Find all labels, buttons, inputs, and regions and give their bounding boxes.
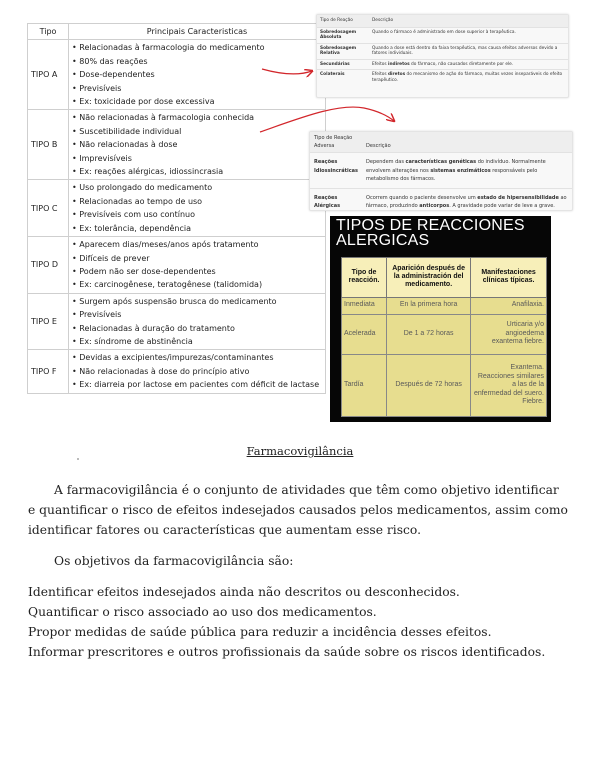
- list-item: • Não relacionadas à farmacologia conhecida: [72, 113, 255, 123]
- clinical-manifestations: [471, 297, 547, 314]
- desc-bold: indiretos: [387, 61, 410, 67]
- column-header: Manifestaciones clínicas típicas.: [471, 258, 547, 298]
- figure-title-line: TIPOS DE REACCIONES: [336, 217, 525, 234]
- column-header-tipo: Tipo: [28, 24, 69, 40]
- list-item: • Aparecem dias/meses/anos após tratamento: [72, 240, 259, 250]
- list-item: Informar prescritores e outros profissionais da saúde sobre os riscos identificados.: [28, 645, 546, 659]
- list-item: • 80% das reações: [72, 56, 148, 66]
- type-label: TIPO E: [28, 293, 69, 350]
- list-item: • Relacionadas ao tempo de uso: [72, 196, 203, 206]
- table-row: [342, 314, 547, 354]
- desc-text: . A gravidade pode variar de leve a grave.: [449, 203, 555, 210]
- list-item: • Surgem após suspensão brusca do medicamento: [72, 296, 277, 306]
- manifestation: Anafilaxia.: [511, 301, 544, 309]
- desc-text: ao fármaco, produzindo: [366, 195, 567, 210]
- reaction-type: Inmediata: [342, 297, 387, 314]
- onset-time: En la primera hora: [387, 297, 471, 314]
- manifestation: Exantema.: [510, 364, 544, 372]
- onset-time: Después de 72 horas: [387, 354, 471, 416]
- desc-text: Efeitos: [372, 61, 388, 67]
- list-item: • Ex: carcinogênese, teratogênese (talidomida): [72, 280, 263, 290]
- list-item: • Ex: tolerância, dependência: [72, 223, 191, 233]
- column-header-description: Descrição: [362, 132, 572, 153]
- list-item: Identificar efeitos indesejados ainda não descritos ou desconhecidos.: [28, 585, 460, 599]
- manifestation: Urticaria y/o angioedema: [505, 321, 544, 337]
- list-item: • Imprevisíveis: [72, 153, 132, 163]
- desc-bold: características genéticas: [405, 159, 477, 166]
- list-item: • Relacionadas à farmacologia do medicamento: [72, 43, 265, 53]
- reaction-type: Secundárias: [317, 59, 369, 70]
- reaction-type: Reações Idiossincráticas: [310, 153, 362, 189]
- reaction-description: Quando a dose está dentro da faixa terapêutica, mas causa efeitos adversos devido a fatores individuais.: [369, 43, 568, 59]
- column-header-reaction-type: Tipo de Reação: [317, 15, 369, 27]
- desc-bold: estado de hipersensibilidade: [477, 195, 559, 202]
- list-item: • Ex: síndrome de abstinência: [72, 336, 193, 346]
- reaction-type: Acelerada: [342, 314, 387, 354]
- type-label: TIPO A: [28, 40, 69, 110]
- desc-text: responsáveis pelo metabolismo dos fármacos.: [366, 167, 538, 182]
- list-item: Quantificar o risco associado ao uso dos medicamentos.: [28, 605, 377, 619]
- desc-text: Efeitos: [372, 72, 388, 77]
- desc-text: Ocorrem quando o paciente desenvolve um: [366, 195, 478, 202]
- list-item: • Uso prolongado do medicamento: [72, 183, 213, 193]
- list-item: • Previsíveis: [72, 310, 122, 320]
- list-item: Propor medidas de saúde pública para reduzir a incidência desses efeitos.: [28, 625, 492, 639]
- clinical-manifestations: [471, 314, 547, 354]
- reaction-type: Sobredosagem Relativa: [317, 43, 369, 59]
- manifestation: exantema fiebre.: [491, 338, 544, 346]
- desc-bold: diretos: [387, 72, 406, 77]
- list-item: • Podem não ser dose-dependentes: [72, 266, 216, 276]
- figure-title-line: ALERGICAS: [336, 232, 430, 249]
- section-heading-text: Farmacovigilância: [246, 444, 354, 458]
- objectives-list: [28, 582, 568, 662]
- objectives-intro: Os objetivos da farmacovigilância são:: [54, 554, 294, 568]
- figure-title: [336, 218, 525, 248]
- list-item: • Não relacionadas à dose: [72, 140, 178, 150]
- list-item: • Ex: toxicidade por dose excessiva: [72, 97, 215, 107]
- clinical-manifestations: [471, 354, 547, 416]
- column-header-characteristics: Principais Caracteristicas: [69, 24, 326, 40]
- reaction-type: Colaterais: [317, 70, 369, 86]
- reaction-type: Sobredosagem Absoluta: [317, 27, 369, 43]
- table-row: [342, 354, 547, 416]
- list-item: • Previsíveis com uso contínuo: [72, 210, 195, 220]
- allergic-reactions-figure: [330, 216, 551, 422]
- desc-text: do indivíduo. Normalmente envolvem alterações nos: [366, 159, 546, 174]
- arrow-type-b: [260, 107, 394, 132]
- list-item: • Suscetibilidade individual: [72, 126, 182, 136]
- stray-dot: [77, 458, 79, 460]
- section-heading: [0, 444, 600, 458]
- list-item: • Devidas a excipientes/impurezas/contaminantes: [72, 353, 274, 363]
- reaction-description: Quando o fármaco é administrado em dose superior à terapêutica.: [369, 27, 568, 43]
- type-label: TIPO B: [28, 110, 69, 180]
- reaction-type: Tardía: [342, 354, 387, 416]
- type-label: TIPO C: [28, 180, 69, 237]
- reaction-type: Reações Alérgicas: [310, 189, 362, 216]
- type-label: TIPO F: [28, 350, 69, 393]
- onset-time: De 1 a 72 horas: [387, 314, 471, 354]
- list-item: • Previsíveis: [72, 83, 122, 93]
- type-label: TIPO D: [28, 237, 69, 294]
- desc-text: do fármaco, não causados diretamente por ele.: [409, 61, 514, 67]
- table-row: [342, 297, 547, 314]
- list-item: • Difíceis de prever: [72, 253, 150, 263]
- list-item: • Ex: diarreia por lactose em pacientes com déficit de lactase: [72, 380, 320, 390]
- list-item: • Ex: reações alérgicas, idiossincrasia: [72, 167, 224, 177]
- intro-paragraph: A farmacovigilância é o conjunto de atividades que têm como objetivo identificar e quantificar o risco de efeitos indesejados causados pelos medicamentos, assim como identificar fatores ou características que aumentam esse risco.: [28, 483, 568, 537]
- column-header: Aparición después de la administración del medicamento.: [387, 258, 471, 298]
- desc-text: do mecanismo de ação do fármaco, muitas vezes inseparáveis do efeito terapêutico.: [372, 72, 563, 83]
- list-item: • Relacionadas à duração do tratamento: [72, 323, 235, 333]
- desc-text: Dependem das: [366, 159, 406, 166]
- allergic-reactions-table: [341, 257, 547, 417]
- desc-bold: anticorpos: [419, 203, 450, 210]
- desc-bold: sistemas enzimáticos: [430, 167, 491, 174]
- list-item: • Dose-dependentes: [72, 70, 155, 80]
- column-header-description: Descrição: [369, 15, 568, 27]
- manifestation: Reacciones similares a las de la enfermedad del suero.: [473, 372, 544, 397]
- manifestation: Fiebre.: [522, 398, 544, 406]
- column-header-reaction-type: Tipo de Reação Adversa: [310, 132, 362, 153]
- list-item: • Não relacionadas à dose do princípio ativo: [72, 366, 250, 376]
- arrow-type-a: [262, 69, 312, 74]
- column-header: Tipo de reacción.: [342, 258, 387, 298]
